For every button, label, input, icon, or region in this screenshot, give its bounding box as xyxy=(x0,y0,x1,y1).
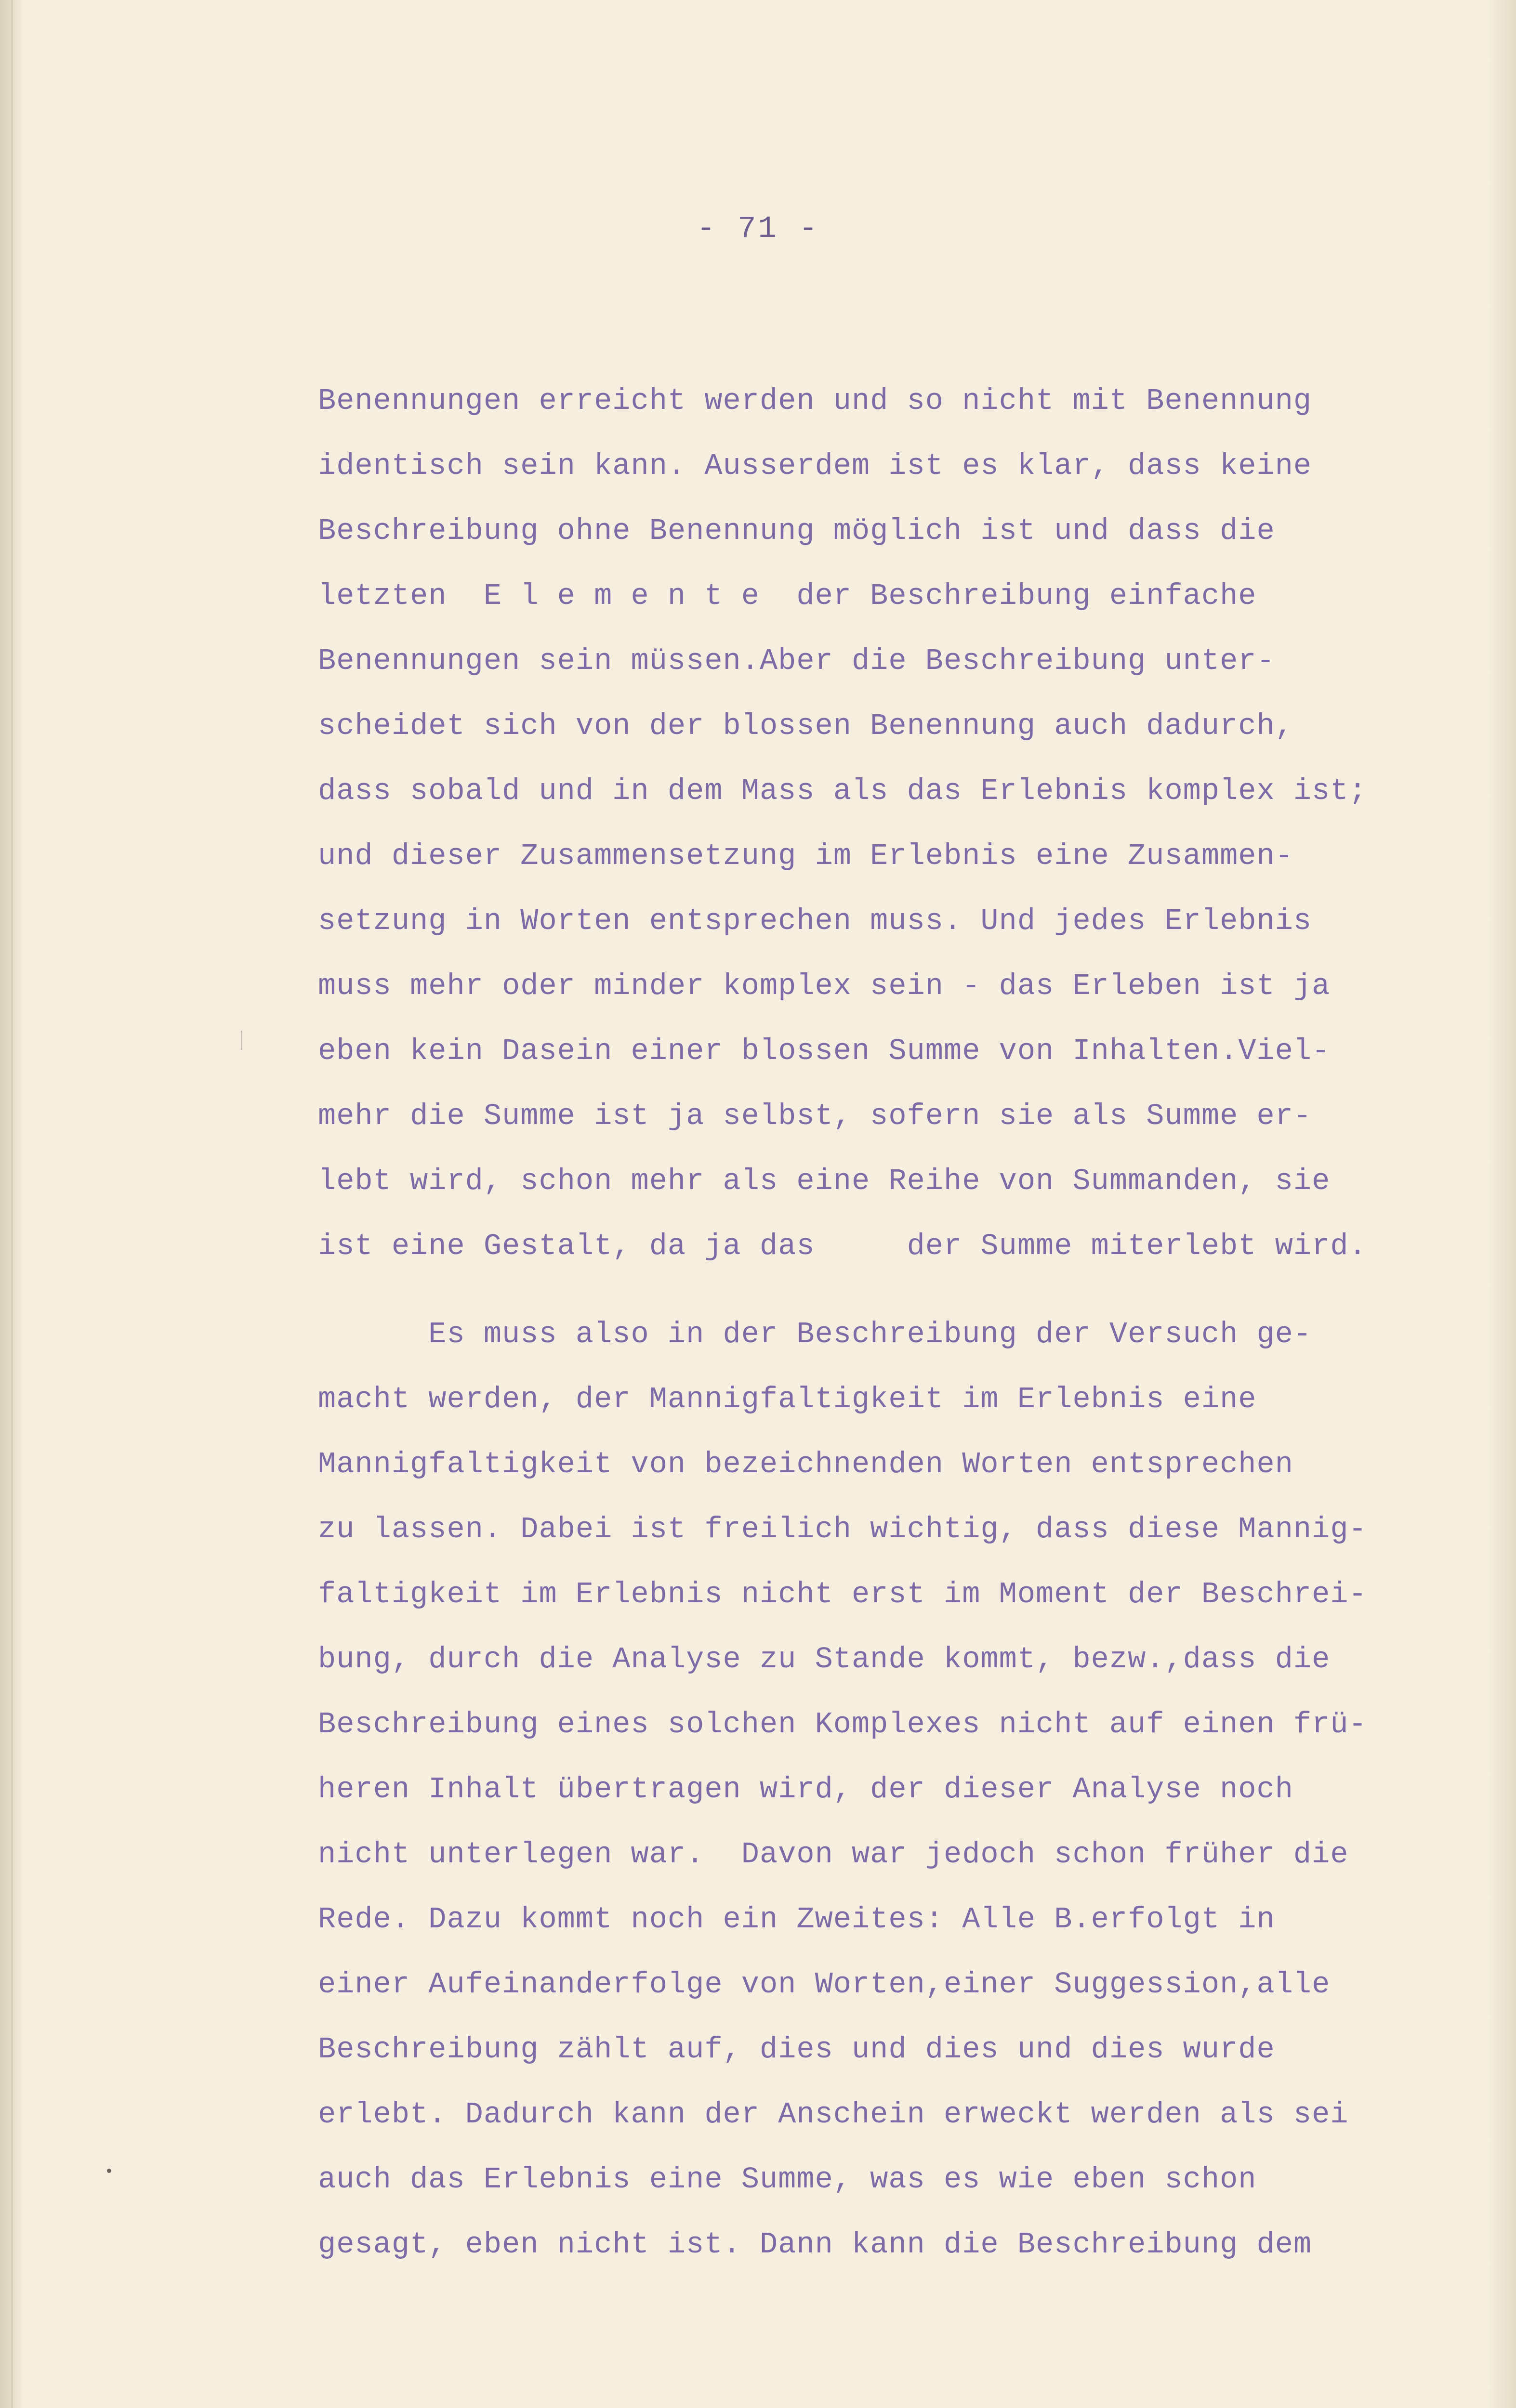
ink-speck xyxy=(107,2169,111,2173)
text-line: gesagt, eben nicht ist. Dann kann die Beschreibung dem xyxy=(318,2227,1312,2262)
paper-edge-right xyxy=(1487,0,1516,2408)
text-line: Benennungen erreicht werden und so nicht mit Benennung xyxy=(318,384,1312,418)
text-line: zu lassen. Dabei ist freilich wichtig, dass diese Mannig- xyxy=(318,1512,1367,1546)
text-line: Beschreibung zählt auf, dies und dies und dies wurde xyxy=(318,2032,1275,2067)
text-line: ist eine Gestalt, da ja das der Summe miterlebt wird. xyxy=(318,1229,1367,1263)
text-line: Es muss also in der Beschreibung der Versuch ge- xyxy=(318,1317,1312,1351)
paragraph-2 xyxy=(318,1302,1455,2277)
text-line: Beschreibung eines solchen Komplexes nicht auf einen frü- xyxy=(318,1707,1367,1741)
text-line: heren Inhalt übertragen wird, der dieser Analyse noch xyxy=(318,1772,1293,1806)
paper-mark xyxy=(241,1031,242,1050)
text-line: erlebt. Dadurch kann der Anschein erweckt werden als sei xyxy=(318,2097,1349,2132)
text-line: Beschreibung ohne Benennung möglich ist und dass die xyxy=(318,514,1275,548)
text-line: nicht unterlegen war. Davon war jedoch schon früher die xyxy=(318,1837,1349,1871)
text-line: auch das Erlebnis eine Summe, was es wie eben schon xyxy=(318,2162,1257,2197)
text-line: Benennungen sein müssen.Aber die Beschreibung unter- xyxy=(318,644,1275,678)
text-line: letzten E l e m e n t e der Beschreibung einfache xyxy=(318,579,1257,613)
text-line: und dieser Zusammensetzung im Erlebnis eine Zusammen- xyxy=(318,839,1293,873)
text-line: mehr die Summe ist ja selbst, sofern sie als Summe er- xyxy=(318,1099,1312,1133)
text-line: muss mehr oder minder komplex sein - das Erleben ist ja xyxy=(318,969,1331,1003)
text-line: einer Aufeinanderfolge von Worten,einer Suggession,alle xyxy=(318,1967,1331,2002)
text-line: Mannigfaltigkeit von bezeichnenden Worten entsprechen xyxy=(318,1447,1293,1481)
text-line: identisch sein kann. Ausserdem ist es klar, dass keine xyxy=(318,449,1312,483)
text-line: macht werden, der Mannigfaltigkeit im Erlebnis eine xyxy=(318,1382,1257,1416)
text-line: Rede. Dazu kommt noch ein Zweites: Alle B.erfolgt in xyxy=(318,1902,1275,1937)
binding-edge xyxy=(0,0,23,2408)
text-line: eben kein Dasein einer blossen Summe von Inhalten.Viel- xyxy=(318,1034,1331,1068)
text-line: bung, durch die Analyse zu Stande kommt, bezw.,dass die xyxy=(318,1642,1331,1676)
text-line: dass sobald und in dem Mass als das Erlebnis komplex ist; xyxy=(318,774,1367,808)
text-line: lebt wird, schon mehr als eine Reihe von Summanden, sie xyxy=(318,1164,1331,1198)
page-number: - 71 - xyxy=(697,212,819,247)
paragraph-1 xyxy=(318,368,1455,1279)
text-line: setzung in Worten entsprechen muss. Und jedes Erlebnis xyxy=(318,904,1312,938)
text-line: scheidet sich von der blossen Benennung auch dadurch, xyxy=(318,709,1293,743)
text-line: faltigkeit im Erlebnis nicht erst im Moment der Beschrei- xyxy=(318,1577,1367,1611)
